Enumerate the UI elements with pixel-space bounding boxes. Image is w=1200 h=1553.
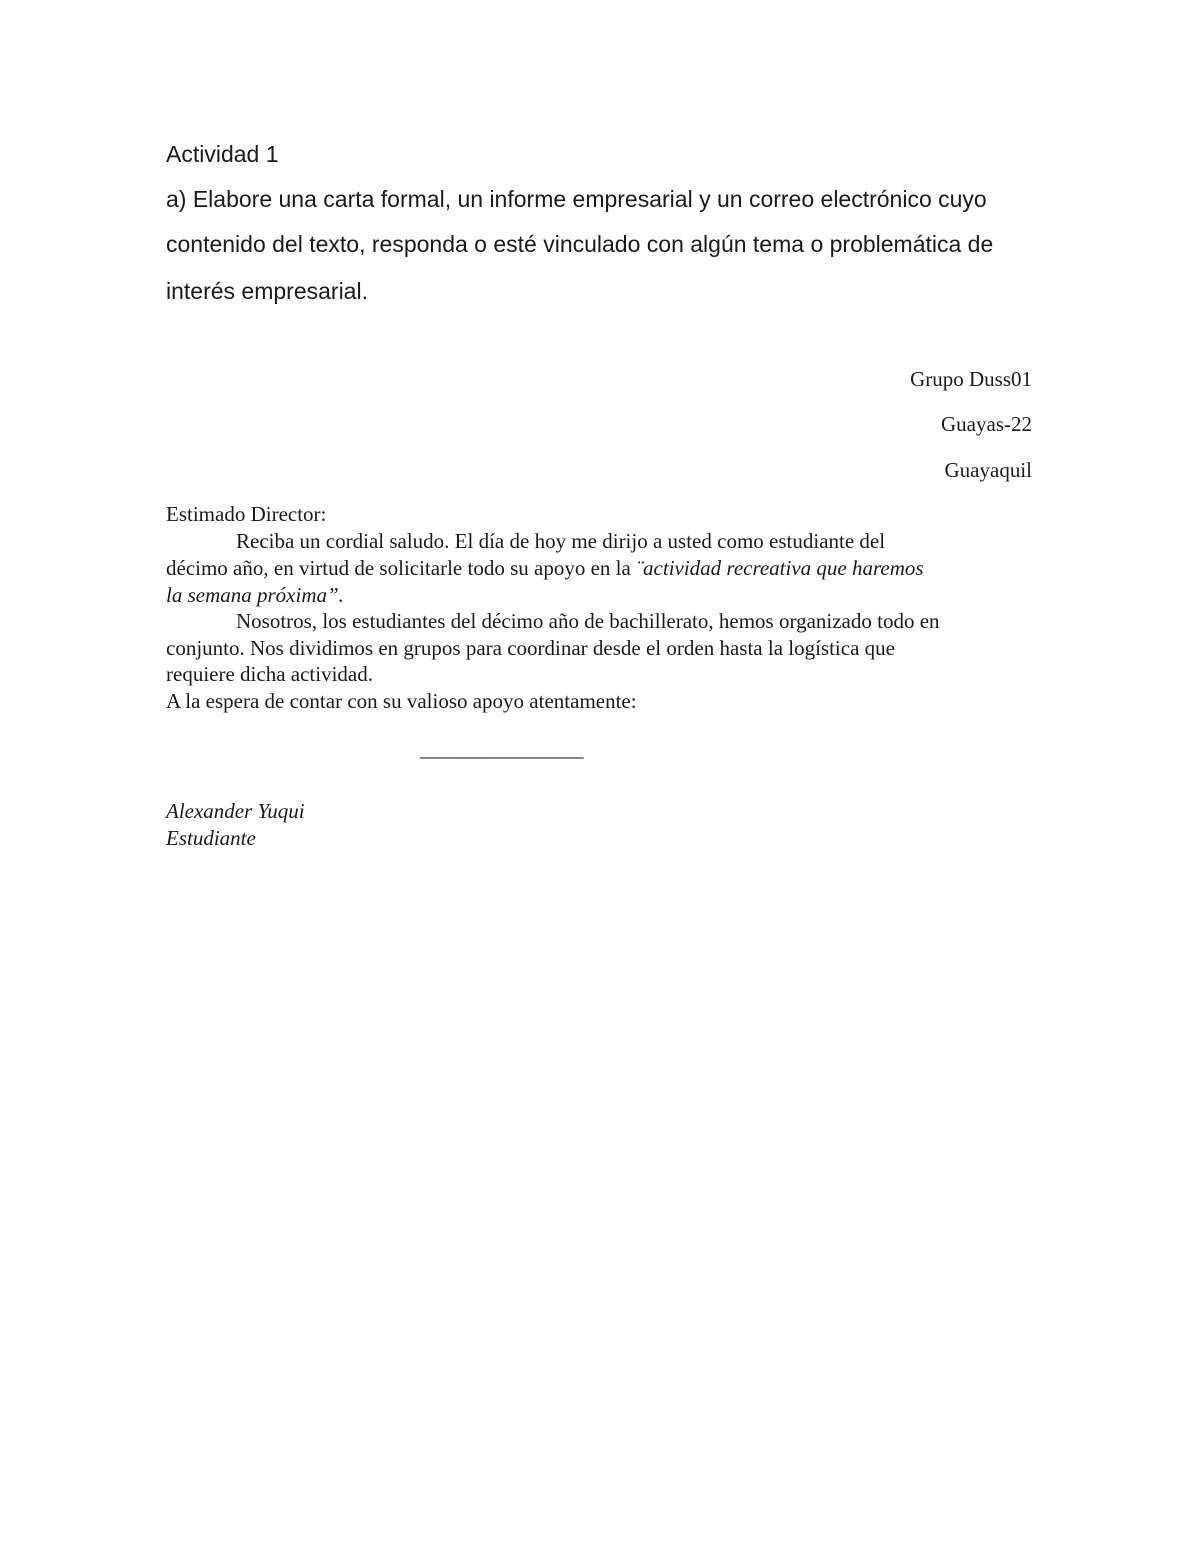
letter-closing: A la espera de contar con su valioso apoyo atentamente: [166,689,637,713]
signer-name: Alexander Yuqui [166,799,305,823]
letterhead-city: Guayaquil [944,458,1032,482]
letter-p2-line1: Nosotros, los estudiantes del décimo año de bachillerato, hemos organizado todo en [236,609,940,633]
activity-heading: Actividad 1 [166,141,279,167]
prompt-line-2: contenido del texto, responda o esté vinculado con algún tema o problemática de [166,231,994,257]
letter-p1-line3: la semana próxima”. [166,583,344,607]
letter-p1-line2-plain: décimo año, en virtud de solicitarle todo su apoyo en la [166,556,637,580]
prompt-line-1: a) Elabore una carta formal, un informe empresarial y un correo electrónico cuyo [166,186,987,212]
letterhead-group: Grupo Duss01 [910,367,1032,391]
signature-line: ___________________ [420,737,582,761]
letterhead-code: Guayas-22 [941,412,1032,436]
letter-p2-line2: conjunto. Nos dividimos en grupos para coordinar desde el orden hasta la logística que [166,636,895,660]
letter-p1-line1: Reciba un cordial saludo. El día de hoy me dirijo a usted como estudiante del [236,529,886,553]
letter-p1-line2 [166,556,924,581]
letter-p2-line3: requiere dicha actividad. [166,662,373,686]
prompt-line-3: interés empresarial. [166,278,368,304]
signer-role: Estudiante [166,826,256,850]
letter-salutation: Estimado Director: [166,502,327,526]
letter-p1-line2-italic: ¨actividad recreativa que haremos [636,556,924,580]
